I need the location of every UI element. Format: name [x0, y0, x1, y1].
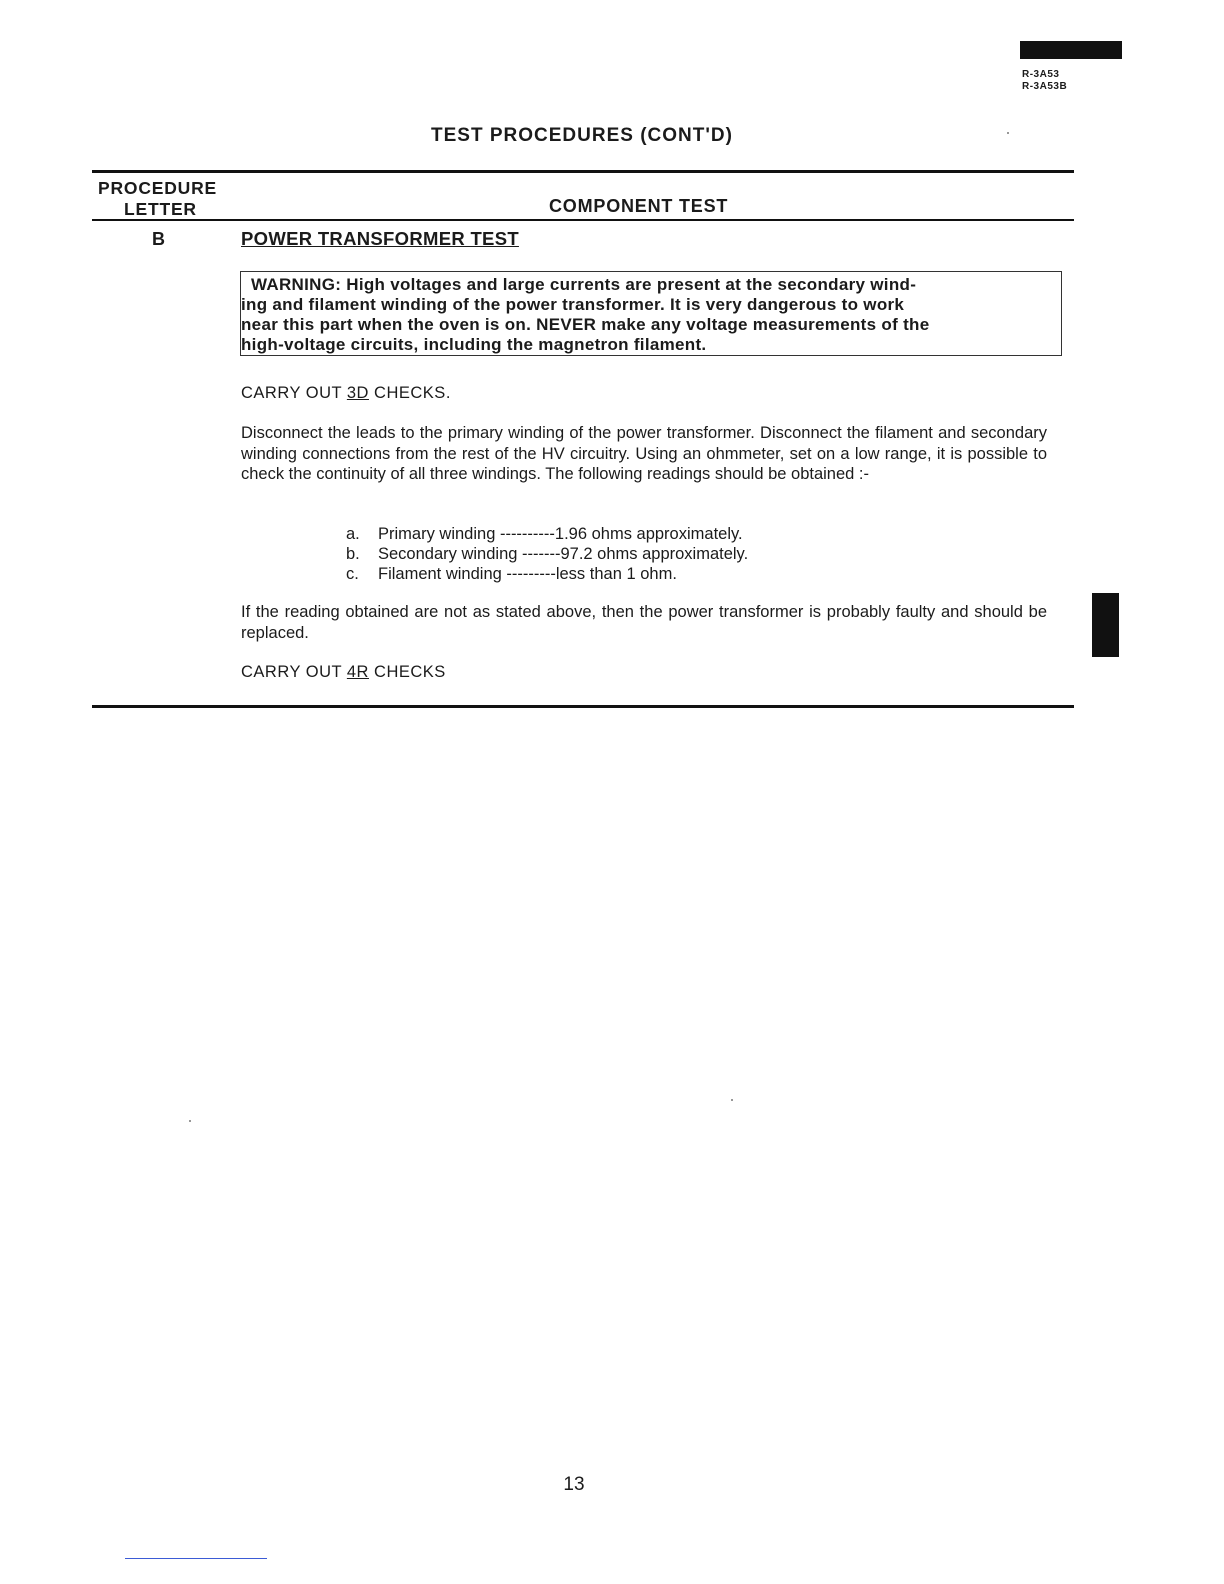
- model-codes: [1022, 69, 1067, 93]
- warning-line: WARNING: High voltages and large currents are present at the secondary wind-: [251, 275, 917, 294]
- carry-out-suffix: CHECKS: [368, 663, 446, 681]
- table-bottom-rule: [92, 705, 1074, 708]
- carry-out-prefix: CARRY OUT: [241, 384, 347, 402]
- procedure-header-line2: LETTER: [124, 199, 197, 219]
- component-test-header: COMPONENT TEST: [549, 196, 729, 216]
- check-code: 4R: [346, 663, 369, 681]
- carry-out-instruction: [241, 383, 1047, 404]
- scan-speck: [189, 1120, 191, 1122]
- reading-item: [346, 524, 748, 544]
- warning-box: [240, 271, 1062, 356]
- warning-line: near this part when the oven is on. NEVER make any voltage measurements of the: [241, 315, 930, 334]
- reading-marker: c.: [346, 565, 359, 583]
- carry-out-instruction: [241, 662, 1047, 683]
- scan-speck: [731, 1099, 733, 1101]
- page-tab-marker: [1020, 41, 1122, 59]
- check-code: 3D: [346, 384, 369, 402]
- procedure-letter-header: [98, 178, 217, 220]
- section-title: POWER TRANSFORMER TEST: [241, 228, 519, 249]
- warning-line: high-voltage circuits, including the magnetron filament.: [241, 335, 707, 354]
- reading-item: [346, 564, 748, 584]
- scan-speck: [1007, 132, 1009, 134]
- reading-marker: a.: [346, 525, 360, 543]
- reading-text: Primary winding ----------1.96 ohms approximately.: [378, 525, 743, 543]
- carry-out-suffix: CHECKS.: [368, 384, 451, 402]
- carry-out-prefix: CARRY OUT: [241, 663, 347, 681]
- procedure-header-line1: PROCEDURE: [98, 178, 218, 198]
- page-number: 13: [563, 1474, 585, 1495]
- procedure-letter: B: [152, 229, 165, 249]
- instruction-paragraph: Disconnect the leads to the primary winding of the power transformer. Disconnect the filament and secondary winding connections from the rest of the HV circuitry. Using an ohmmeter, set on a low range, it is possible to check the continuity of all three windings. The following readings should be obtained :-: [241, 424, 1047, 483]
- reading-text: Filament winding ---------less than 1 ohm.: [378, 565, 677, 583]
- reading-marker: b.: [346, 545, 360, 563]
- reading-text: Secondary winding -------97.2 ohms approximately.: [378, 545, 749, 563]
- side-tab-marker: [1092, 593, 1119, 657]
- model-code: R-3A53: [1022, 69, 1060, 80]
- scan-artifact-line: [125, 1558, 267, 1559]
- table-header-rule: [92, 219, 1074, 221]
- model-code: R-3A53B: [1022, 81, 1068, 92]
- reading-item: [346, 544, 748, 564]
- page-title: TEST PROCEDURES (CONT'D): [431, 125, 733, 146]
- warning-line: ing and filament winding of the power transformer. It is very dangerous to work: [241, 295, 905, 314]
- readings-list: [346, 524, 748, 584]
- table-top-rule: [92, 170, 1074, 173]
- fault-paragraph: If the reading obtained are not as stated above, then the power transformer is probably faulty and should be replaced.: [241, 603, 1047, 642]
